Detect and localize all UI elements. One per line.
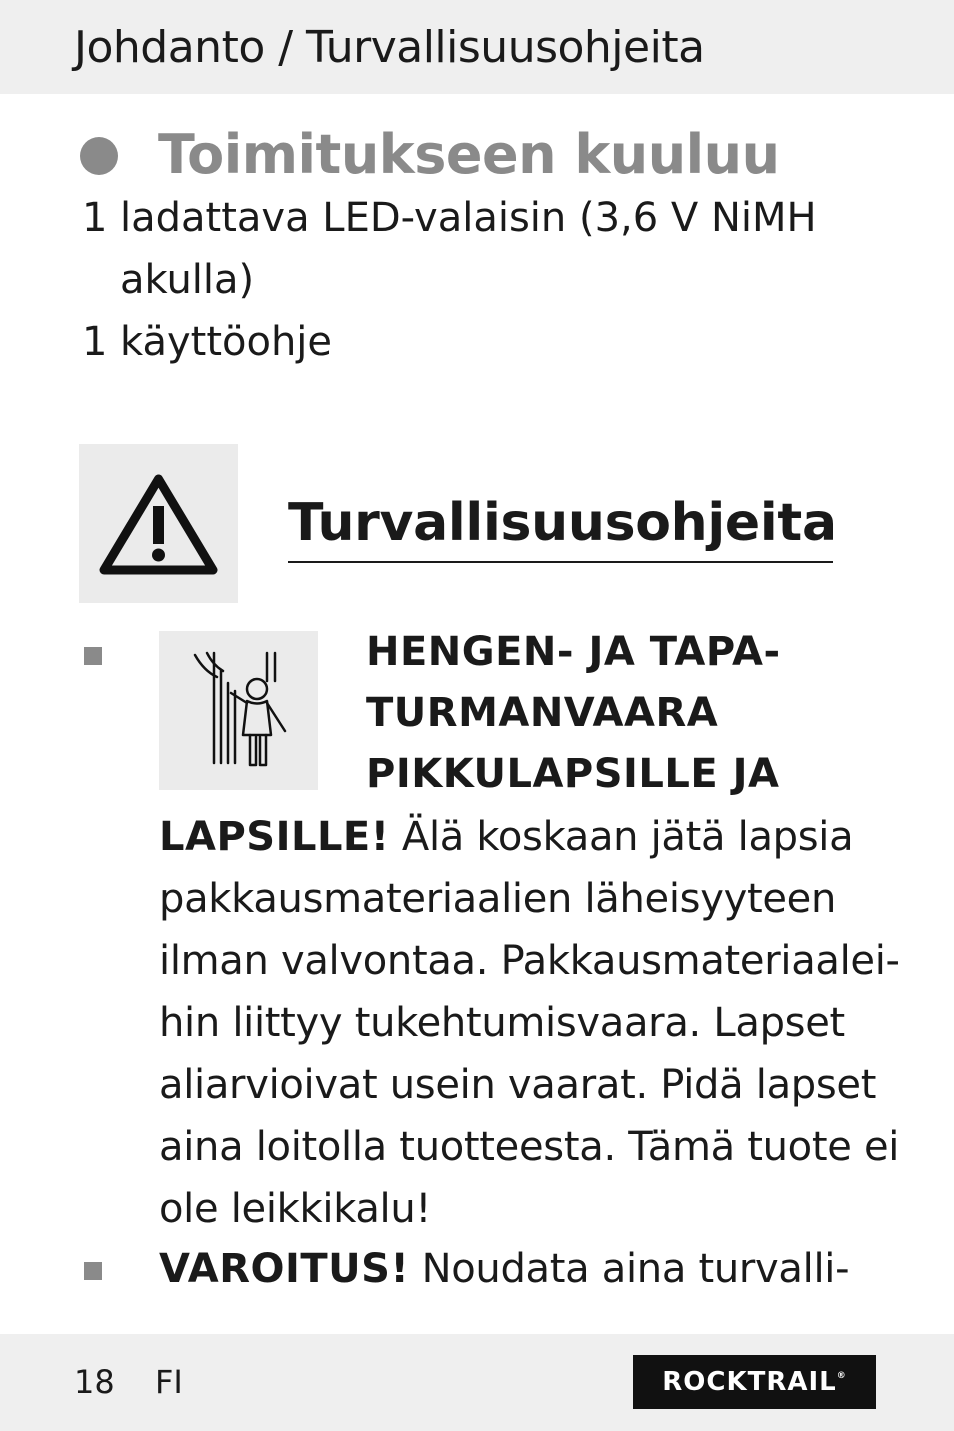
warning-text-body: Noudata aina turvalli-	[409, 1246, 850, 1292]
scope-item-qty: 1	[82, 319, 108, 365]
brand-name: ROCKTRAIL	[662, 1367, 837, 1397]
page-number: 18	[74, 1363, 115, 1401]
hazard-text-line: ole leikkikalu!	[159, 1186, 432, 1232]
safety-title: Turvallisuusohjeita	[288, 493, 837, 553]
hazard-text-line: aliarvioivat usein vaarat. Pidä lapset	[159, 1062, 877, 1108]
hazard-heading-cont: LAPSILLE!	[159, 814, 390, 860]
warning-triangle-box	[79, 444, 238, 603]
scope-item-text: ladattava LED-valaisin (3,6 V NiMH	[120, 195, 817, 241]
hazard-text-first: Älä koskaan jätä lapsia	[389, 814, 854, 860]
scope-item-text: käyttöohje	[120, 319, 333, 365]
warning-label: VAROITUS!	[159, 1246, 410, 1292]
hazard-text-line	[159, 806, 900, 868]
hazard-text-line: hin liittyy tukehtumisvaara. Lapset	[159, 1000, 845, 1046]
hazard-heading	[366, 622, 781, 805]
scope-item-text-cont: akulla)	[120, 257, 255, 303]
child-hazard-box	[159, 631, 318, 790]
language-code: FI	[155, 1363, 183, 1401]
hazard-text-line: pakkausmateriaalien läheisyyteen	[159, 876, 837, 922]
hazard-heading-line: PIKKULAPSILLE JA	[366, 751, 780, 797]
hazard-text-line: aina loitolla tuotteesta. Tämä tuote ei	[159, 1124, 900, 1170]
hazard-text	[159, 806, 900, 1240]
warning-text	[159, 1238, 849, 1300]
registered-mark: ®	[836, 1371, 847, 1381]
hazard-heading-line: TURMANVAARA	[366, 690, 719, 736]
scope-item-2	[82, 311, 882, 373]
hazard-heading-line: HENGEN- JA TAPA-	[366, 629, 781, 675]
header-title: Johdanto / Turvallisuusohjeita	[74, 22, 705, 73]
scope-item-qty: 1	[82, 195, 108, 241]
scope-title: Toimitukseen kuuluu	[158, 123, 780, 186]
page-header	[0, 0, 954, 94]
safety-title-underline	[288, 561, 833, 563]
hazard-text-line: ilman valvontaa. Pakkausmateriaalei-	[159, 938, 900, 984]
brand-logo	[633, 1355, 876, 1409]
warning-bullet	[84, 1262, 102, 1280]
hazard-bullet	[84, 647, 102, 665]
scope-item-1	[82, 187, 882, 311]
section-bullet	[80, 137, 118, 175]
warning-triangle-icon	[79, 444, 238, 603]
child-hazard-icon	[159, 631, 318, 790]
